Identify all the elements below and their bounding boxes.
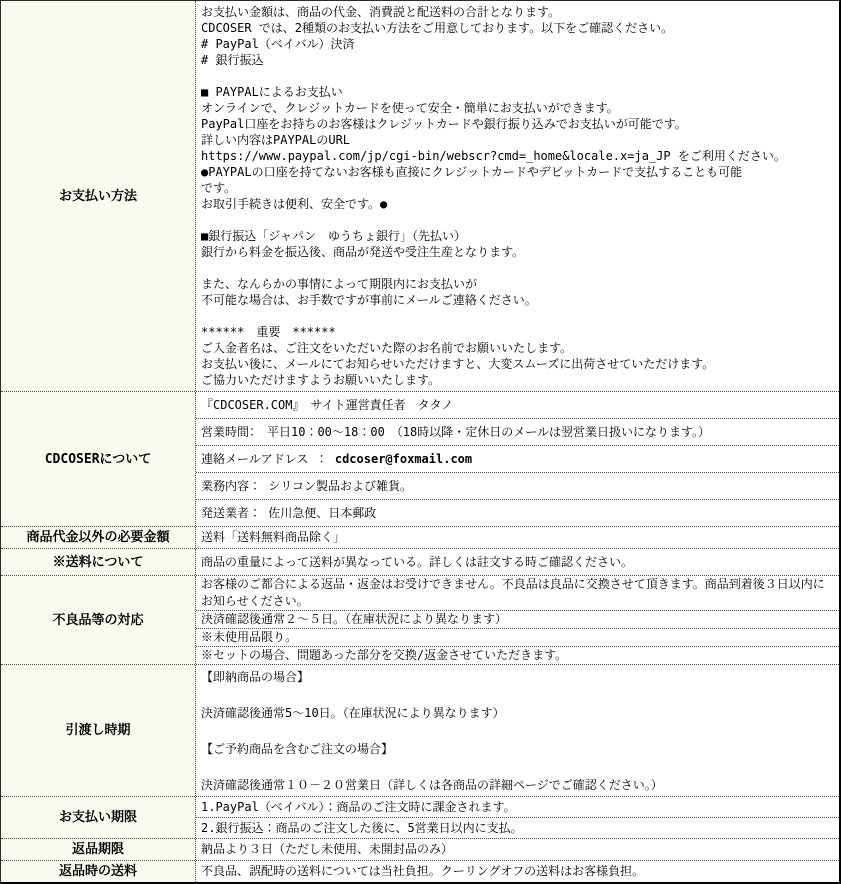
- text-line: [201, 758, 834, 776]
- table-row: [1, 576, 839, 665]
- text-line: # 銀行振込: [201, 53, 264, 67]
- email-text: cdcoser@foxmail.com: [334, 452, 473, 466]
- text-line: 決済確認後通常１０－２０営業日（詳しくは各商品の詳細ページでご確認ください。）: [201, 778, 663, 792]
- row-header: 返品時の送料: [1, 861, 196, 882]
- row-content: [196, 797, 839, 838]
- sub-row: 営業時間： 平日10：00～18：00 （18時以降・定休日のメールは翌営業日扱いになります。）: [196, 419, 839, 446]
- table-row: [1, 527, 839, 549]
- table-row: [1, 797, 839, 839]
- text-line: [201, 68, 834, 84]
- sub-row: ※未使用品限り。: [196, 629, 839, 647]
- sub-row: 商品の重量によって送料が異なっている。詳しくは註文する時ご確認ください。: [201, 555, 634, 569]
- text-line: [201, 260, 834, 276]
- row-content: [196, 392, 839, 526]
- table-row: [1, 861, 839, 882]
- text-line: CDCOSER では、2種類のお支払い方法をご用意しております。以下をご確認ください。: [201, 21, 674, 35]
- row-content: [196, 527, 839, 548]
- sub-row: 1.PayPal（ベイバル）：商品のご注文時に課金されます。: [196, 797, 839, 818]
- text-line: オンラインで、クレジットカードを使って安全・簡単にお支払いができます。: [201, 101, 619, 115]
- sub-row: 不良品、誤配時の送料については当社負担。クーリングオフの送料はお客様負担。: [201, 864, 645, 878]
- sub-row: お客様のご都合による返品・返金はお受けできません。不良品は良品に交換させて頂きます。商品到着後３日以内にお知らせください。: [196, 576, 839, 611]
- text-line: 決済確認後通常5～10日。（在庫状況により異なります）: [201, 706, 505, 720]
- table-row: [1, 549, 839, 576]
- table-row: [1, 392, 839, 527]
- text-line: [201, 212, 834, 228]
- text-line: 【即納商品の場合】: [201, 670, 310, 684]
- text-line: ●PAYPALの口座を持てないお客様も直接にクレジットカードやデビットカードで支払することも可能: [201, 165, 743, 179]
- table-row: [1, 839, 839, 861]
- row-header: 商品代金以外の必要金額: [1, 527, 196, 548]
- text-line: [201, 308, 834, 324]
- sub-row: 送料「送料無料商品除く」: [201, 530, 346, 544]
- text-line: ご協力いただけますようお願いいたします。: [201, 373, 441, 387]
- contact-label: 連絡メールアドレス ：: [201, 452, 335, 466]
- row-header: お支払い方法: [1, 1, 196, 391]
- text-line: ****** 重要 ******: [201, 325, 336, 339]
- text-line: PayPal口座をお持ちのお客様はクレジットカードや銀行振り込みでお支払いが可能です。: [201, 117, 687, 131]
- text-line: [201, 686, 834, 704]
- sub-row: ※セットの場合、問題あった部分を交換/返金させていただきます。: [201, 648, 568, 662]
- row-content: [196, 665, 839, 796]
- sub-row: [196, 446, 839, 473]
- sub-row: 業務内容： シリコン製品および雑貨。: [196, 473, 839, 500]
- sub-row: 決済確認後通常２～５日。（在庫状況により異なります）: [196, 611, 839, 629]
- text-line: 銀行から料金を振込後、商品が発送や受注生産となります。: [201, 245, 525, 259]
- text-line: また、なんらかの事情によって期限内にお支払いが: [201, 277, 478, 291]
- text-line: 詳しい内容はPAYPALのURL: [201, 133, 351, 147]
- text-line: ■ PAYPALによるお支払い: [201, 85, 343, 99]
- text-line: お支払い後に、メールにてお知らせいただけますと、大変スムーズに出荷させていただけます。: [201, 357, 715, 371]
- text-line: # PayPal（ベイバル）決済: [201, 37, 355, 51]
- sub-row: 2.銀行振込：商品のご注文した後に、5営業日以内に支払。: [201, 821, 523, 835]
- text-line: [201, 722, 834, 740]
- text-line: お取引手続きは便利、安全です。●: [201, 197, 388, 211]
- row-header: 返品期限: [1, 839, 196, 860]
- text-line: ■銀行振込「ジャパン ゆうちょ銀行」（先払い）: [201, 229, 466, 243]
- text-line: です。: [201, 181, 237, 195]
- text-line: 【ご予約商品を含むご注文の場合】: [201, 742, 394, 756]
- sub-row: 『CDCOSER.COM』 サイト運営責任者 タタノ: [196, 392, 839, 419]
- row-content: [196, 1, 839, 391]
- table-row: [1, 1, 839, 392]
- row-content: [196, 576, 839, 664]
- text-line: お支払い金額は、商品の代金、消費説と配送料の合計となります。: [201, 5, 561, 19]
- table-row: [1, 665, 839, 797]
- row-header: 引渡し時期: [1, 665, 196, 796]
- row-content: [196, 839, 839, 860]
- row-content: [196, 549, 839, 575]
- row-header: お支払い期限: [1, 797, 196, 838]
- row-header: 不良品等の対応: [1, 576, 196, 664]
- row-header: CDCOSERについて: [1, 392, 196, 526]
- text-line: ご入金者名は、ご注文をいただいた際のお名前でお願いいたします。: [201, 341, 573, 355]
- text-line: https://www.paypal.com/jp/cgi-bin/webscr?cmd=_home&locale.x=ja_JP をご利用ください。: [201, 149, 786, 163]
- sub-row: 発送業者： 佐川急便、日本郵政: [201, 506, 377, 520]
- sub-row: 納品より３日（ただし未使用、未開封品のみ）: [201, 842, 454, 856]
- row-header: ※送料について: [1, 549, 196, 575]
- text-line: 不可能な場合は、お手数ですが事前にメールご連絡ください。: [201, 293, 537, 307]
- row-content: [196, 861, 839, 882]
